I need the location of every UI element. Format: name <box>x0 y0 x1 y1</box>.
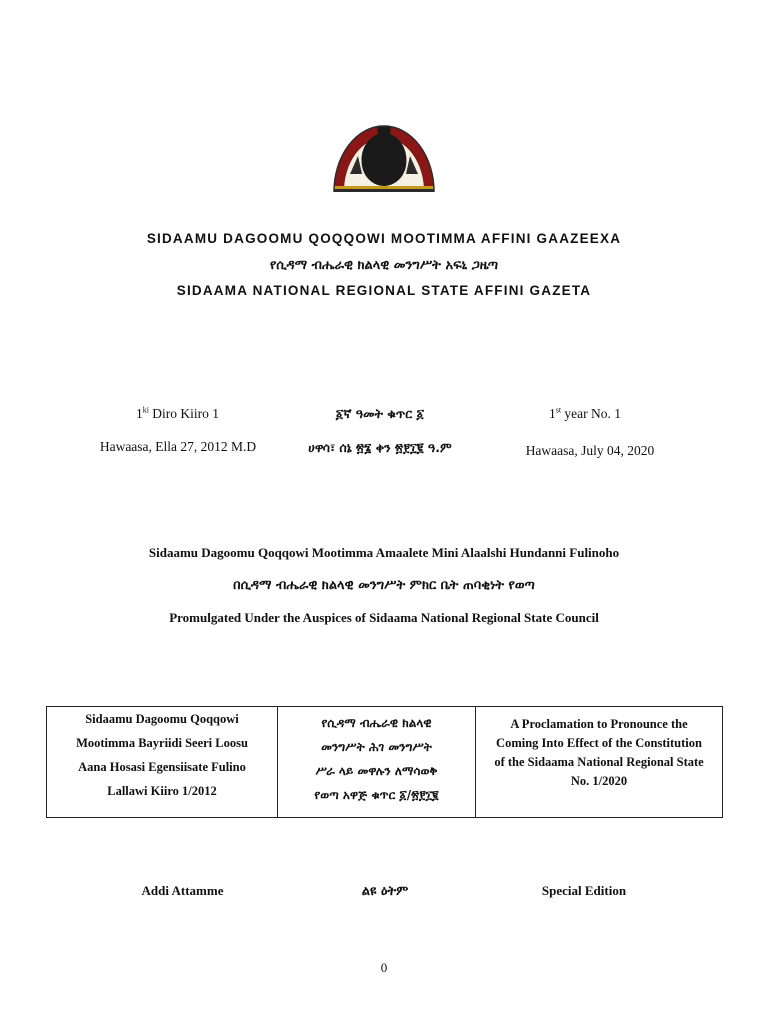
proclamation-table <box>46 706 723 818</box>
issue-number-sidama-text: Diro Kiiro 1 <box>148 406 220 421</box>
proclamation-amharic-line: ሥራ ላይ መዋሉን ለማሳወቅ <box>315 764 438 778</box>
auspices-english: Promulgated Under the Auspices of Sidaama National Regional State Council <box>169 610 599 625</box>
proclamation-sidama-line: Sidaamu Dagoomu Qoqqowi <box>85 712 239 726</box>
issue-number-sidama-suffix: ki <box>142 405 149 415</box>
proclamation-english-line: of the Sidaama National Regional State <box>494 755 704 769</box>
issue-number-amharic: ፩ኛ ዓመት ቁጥር ፩ <box>335 406 425 421</box>
proclamation-amharic-cell <box>277 707 475 817</box>
proclamation-amharic-line: የሲዳማ ብሔራዊ ክልላዊ <box>321 716 432 730</box>
edition-sidama: Addi Attamme <box>141 883 224 898</box>
issue-date-amharic: ሀዋሳ፣ ሰኔ ፳፮ ቀን ፳፻፲፪ ዓ.ም <box>308 440 452 455</box>
proclamation-amharic-line: መንግሥት ሕገ መንግሥት <box>321 740 432 754</box>
masthead-title-amharic: የሲዳማ ብሔራዊ ክልላዊ መንግሥት አፍኒ ጋዜጣ <box>269 258 499 273</box>
issue-number-sidama <box>100 406 255 422</box>
edition-amharic: ልዩ ዕትም <box>361 884 409 899</box>
issue-date-sidama: Hawaasa, Ella 27, 2012 M.D <box>99 439 257 454</box>
auspices-sidama: Sidaamu Dagoomu Qoqqowi Mootimma Amaalete Mini Alaalshi Hundanni Fulinoho <box>148 545 620 560</box>
proclamation-english-cell <box>475 707 722 817</box>
issue-number-english-suffix: st <box>555 405 562 415</box>
proclamation-sidama-cell <box>47 707 277 817</box>
proclamation-sidama-line: Lallawi Kiiro 1/2012 <box>107 784 217 798</box>
proclamation-sidama-line: Aana Hosasi Egensiisate Fulino <box>78 760 246 774</box>
issue-number-sidama-digit: 1 <box>135 406 143 421</box>
issue-number-english-text: year No. 1 <box>561 406 622 421</box>
issue-number-english-digit: 1 <box>548 406 556 421</box>
proclamation-amharic-line: የወጣ አዋጅ ቁጥር ፩/፳፻፲፪ <box>314 788 439 802</box>
sidama-emblem <box>332 96 436 204</box>
proclamation-english-line: No. 1/2020 <box>570 774 628 788</box>
issue-number-english <box>505 406 665 422</box>
proclamation-english-line: Coming Into Effect of the Constitution <box>496 736 702 750</box>
auspices-amharic: በሲዳማ ብሔራዊ ክልላዊ መንግሥት ምክር ቤት ጠባቂነት የወጣ <box>233 578 535 593</box>
issue-date-english: Hawaasa, July 04, 2020 <box>525 443 655 458</box>
edition-english: Special Edition <box>541 883 627 898</box>
masthead-title-english: SIDAAMA NATIONAL REGIONAL STATE AFFINI GAZETA <box>176 283 592 298</box>
page-number: 0 <box>380 960 388 975</box>
proclamation-sidama-line: Mootimma Bayriidi Seeri Loosu <box>76 736 248 750</box>
masthead-title-sidama: SIDAAMU DAGOOMU QOQQOWI MOOTIMMA AFFINI GAAZEEXA <box>146 231 622 246</box>
proclamation-english-line: A Proclamation to Pronounce the <box>510 717 688 731</box>
